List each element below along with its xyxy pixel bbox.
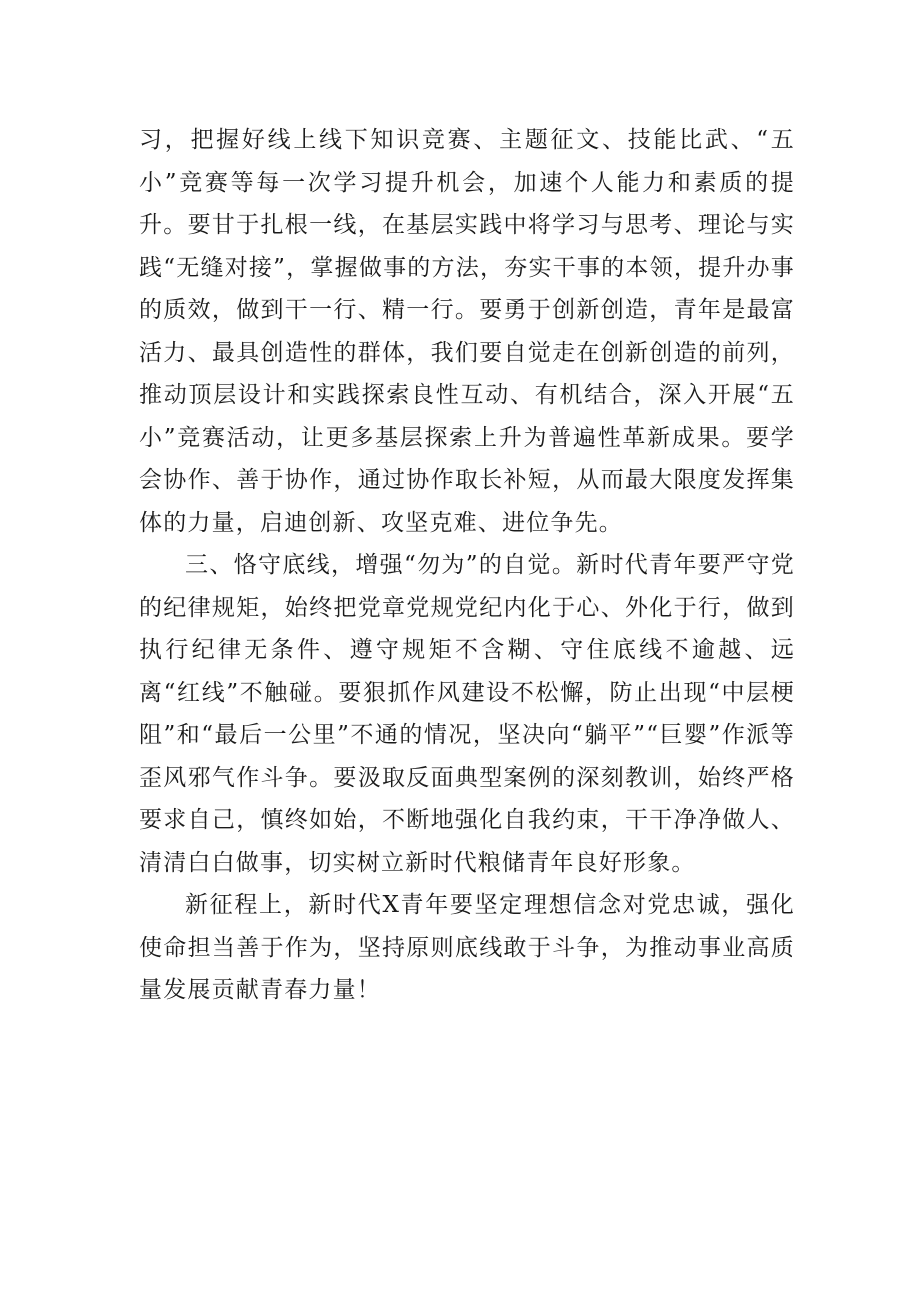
paragraph-conclusion: 新征程上，新时代X青年要坚定理想信念对党忠诚，强化使命担当善于作为，坚持原则底线敢于斗争，为推动事业高质量发展贡献青春力量！ [139, 892, 795, 1003]
paragraph-continuation: 习，把握好线上线下知识竞赛、主题征文、技能比武、“五小”竞赛等每一次学习提升机会，加速个人能力和素质的提升。要甘于扎根一线，在基层实践中将学习与思考、理论与实践“无缝对接”，掌握做事的方法，夯实干事的本领，提升办事的质效，做到干一行、精一行。要勇于创新创造，青年是最富活力、最具创造性的群体，我们要自觉走在创新创造的前列，推动顶层设计和实践探索良性互动、有机结合，深入开展“五小”竞赛活动，让更多基层探索上升为普遍性革新成果。要学会协作、善于协作，通过协作取长补短，从而最大限度发挥集体的力量，启迪创新、攻坚克难、进位争先。 [139, 127, 795, 536]
document-body [139, 119, 795, 1012]
paragraph-section-three: 三、恪守底线，增强“勿为”的自觉。新时代青年要严守党的纪律规矩，始终把党章党规党纪内化于心、外化于行，做到执行纪律无条件、遵守规矩不含糊、守住底线不逾越、远离“红线”不触碰。要狠抓作风建设不松懈，防止出现“中层梗阻”和“最后一公里”不通的情况，坚决向“躺平”“巨婴”作派等歪风邪气作斗争。要汲取反面典型案例的深刻教训，始终严格要求自己，慎终如始，不断地强化自我约束，干干净净做人、清清白白做事，切实树立新时代粮储青年良好形象。 [139, 552, 795, 876]
